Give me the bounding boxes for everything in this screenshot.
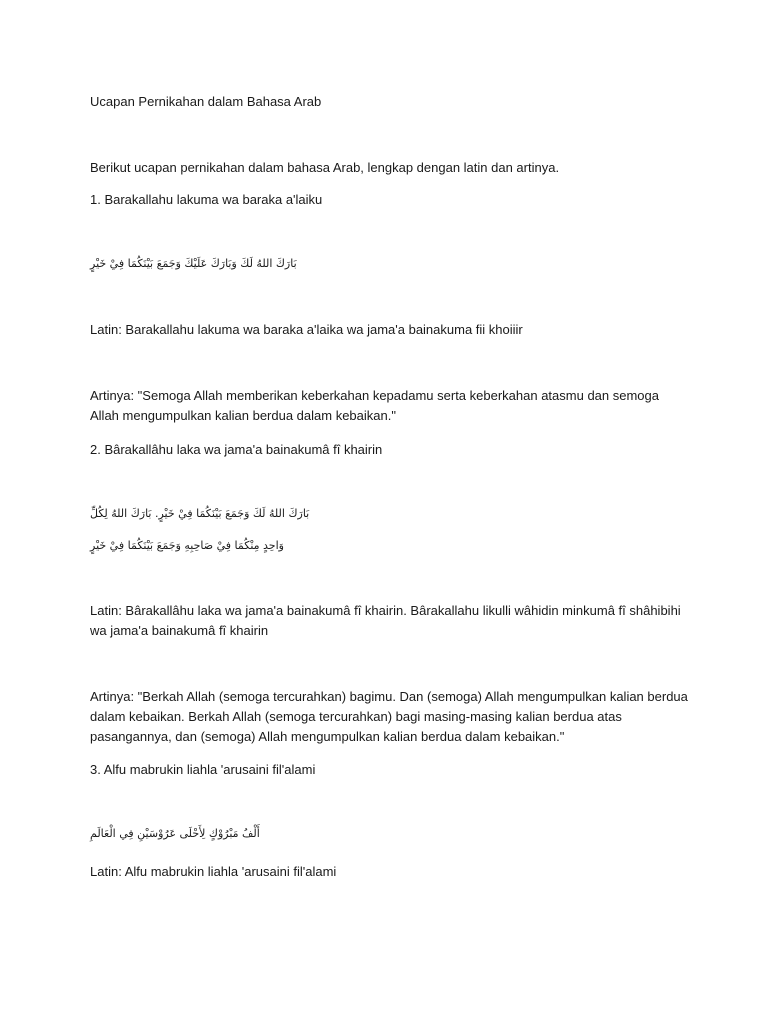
item-1-arabic-text: بَارَكَ اللهُ لَكَ وَبَارَكَ عَلَيْكَ وَجَمَعَ بَيْنَكُمَا فِيْ خَيْرٍ xyxy=(90,257,297,270)
item-1-heading: 1. Barakallahu lakuma wa baraka a'laiku xyxy=(90,192,323,207)
item-1-latin: Latin: Barakallahu lakuma wa baraka a'laika wa jama'a bainakuma fii khoiiir xyxy=(90,322,523,337)
intro-paragraph: Berikut ucapan pernikahan dalam bahasa Arab, lengkap dengan latin dan artinya. xyxy=(90,160,560,175)
item-2-arabic-text-line-1: بَارَكَ اللهُ لَكَ وَجَمَعَ بَيْنَكُمَا فِيْ خَيْرٍ. بَارَكَ اللهُ لِكُلِّ xyxy=(90,507,310,520)
item-2-heading: 2. Bârakallâhu laka wa jama'a bainakumâ fî khairin xyxy=(90,442,383,457)
item-2-artinya: Artinya: "Berkah Allah (semoga tercurahkan) bagimu. Dan (semoga) Allah mengumpulkan kalian berdua dalam kebaikan. Berkah Allah (semoga tercurahkan) bagi masing-masing kalian berdua atas pasangannya, dan (semoga) Allah mengumpulkan kalian berdua dalam kebaikan." xyxy=(90,689,688,744)
item-3-latin: Latin: Alfu mabrukin liahla 'arusaini fil'alami xyxy=(90,864,337,879)
item-3-heading: 3. Alfu mabrukin liahla 'arusaini fil'alami xyxy=(90,762,316,777)
item-2-arabic-text-line-2: وَاحِدٍ مِنْكُمَا فِيْ صَاحِبِهِ وَجَمَعَ بَيْنَكُمَا فِيْ خَيْرٍ xyxy=(90,539,284,552)
item-3-arabic-text: أَلْفُ مَبْرُوْكٍ لِأَحْلَى عَرُوْسَيْنِ فِي الْعَالَمِ xyxy=(90,827,260,840)
document-title: Ucapan Pernikahan dalam Bahasa Arab xyxy=(90,94,322,109)
item-2-latin: Latin: Bârakallâhu laka wa jama'a bainakumâ fî khairin. Bârakallahu likulli wâhidin minkumâ fî shâhibihi wa jama'a bainakumâ fî khairin xyxy=(90,603,681,638)
item-1-artinya: Artinya: "Semoga Allah memberikan keberkahan kepadamu serta keberkahan atasmu dan semoga Allah mengumpulkan kalian berdua dalam kebaikan." xyxy=(90,388,659,423)
